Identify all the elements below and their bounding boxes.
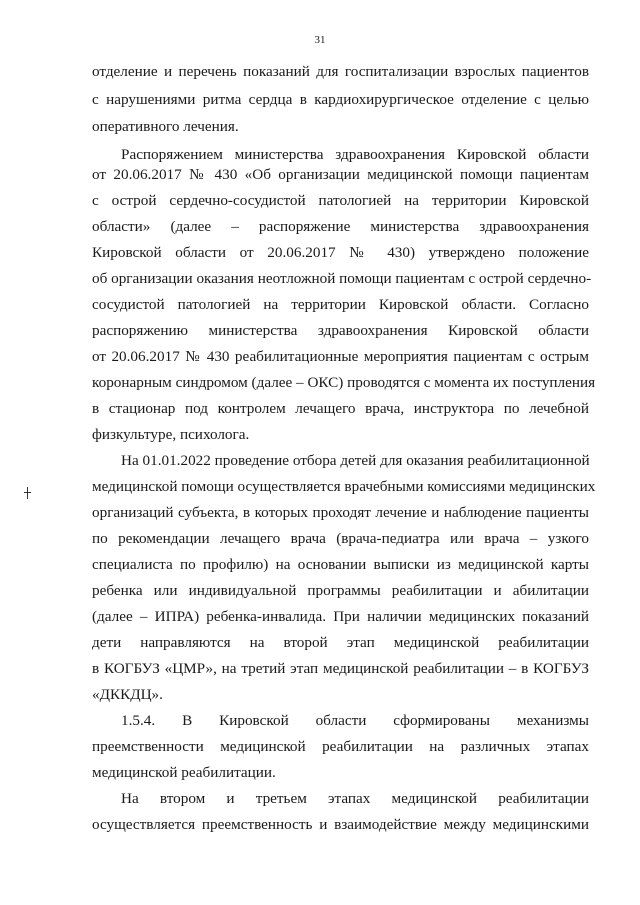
text-line: медицинской реабилитации. [92, 764, 276, 781]
text-line: организаций субъекта, в которых проходят лечение и наблюдение пациенты [92, 504, 589, 521]
page-number: 31 [314, 34, 326, 46]
margin-mark [27, 487, 28, 499]
text-line: (далее – ИПРА) ребенка-инвалида. При наличии медицинских показаний [92, 608, 589, 625]
text-line: с острой сердечно-сосудистой патологией на территории Кировской [92, 192, 589, 209]
text-line: физкультуре, психолога. [92, 426, 250, 443]
text-line: медицинской помощи осуществляется врачебными комиссиями медицинских [92, 478, 596, 495]
text-line: ребенка или индивидуальной программы реабилитации и абилитации [92, 582, 589, 599]
text-line: дети направляются на второй этап медицинской реабилитации [92, 634, 589, 651]
text-line: от 20.06.2017 № 430 «Об организации медицинской помощи пациентам [92, 166, 589, 183]
text-line: распоряжению министерства здравоохранения Кировской области [92, 322, 589, 339]
text-line: отделение и перечень показаний для госпитализации взрослых пациентов [92, 63, 589, 80]
text-line: Распоряжением министерства здравоохранения Кировской области [121, 146, 589, 163]
section-heading: 1.5.4. В Кировской области сформированы механизмы [121, 712, 589, 729]
text-line: На 01.01.2022 проведение отбора детей для оказания реабилитационной [121, 452, 590, 469]
text-line: оперативного лечения. [92, 118, 239, 135]
text-line: в стационар под контролем лечащего врача, инструктора по лечебной [92, 400, 589, 417]
text-line: На втором и третьем этапах медицинской реабилитации [121, 790, 589, 807]
text-line: «ДККДЦ». [92, 686, 163, 703]
text-line: от 20.06.2017 № 430 реабилитационные мероприятия пациентам с острым [92, 348, 589, 365]
text-line: сосудистой патологией на территории Кировской области. Согласно [92, 296, 589, 313]
text-line: Кировской области от 20.06.2017 № 430) утверждено положение [92, 244, 589, 261]
text-line: преемственности медицинской реабилитации на различных этапах [92, 738, 589, 755]
text-line: осуществляется преемственность и взаимодействие между медицинскими [92, 816, 589, 833]
text-line: с нарушениями ритма сердца в кардиохирургическое отделение с целью [92, 91, 589, 108]
text-line: специалиста по профилю) на основании выписки из медицинской карты [92, 556, 589, 573]
text-line: в КОГБУЗ «ЦМР», на третий этап медицинской реабилитации – в КОГБУЗ [92, 660, 589, 677]
text-line: области» (далее – распоряжение министерства здравоохранения [92, 218, 589, 235]
text-line: об организации оказания неотложной помощи пациентам с острой сердечно- [92, 270, 592, 287]
text-line: по рекомендации лечащего врача (врача-педиатра или врача – узкого [92, 530, 589, 547]
text-line: коронарным синдромом (далее – ОКС) проводятся с момента их поступления [92, 374, 596, 391]
